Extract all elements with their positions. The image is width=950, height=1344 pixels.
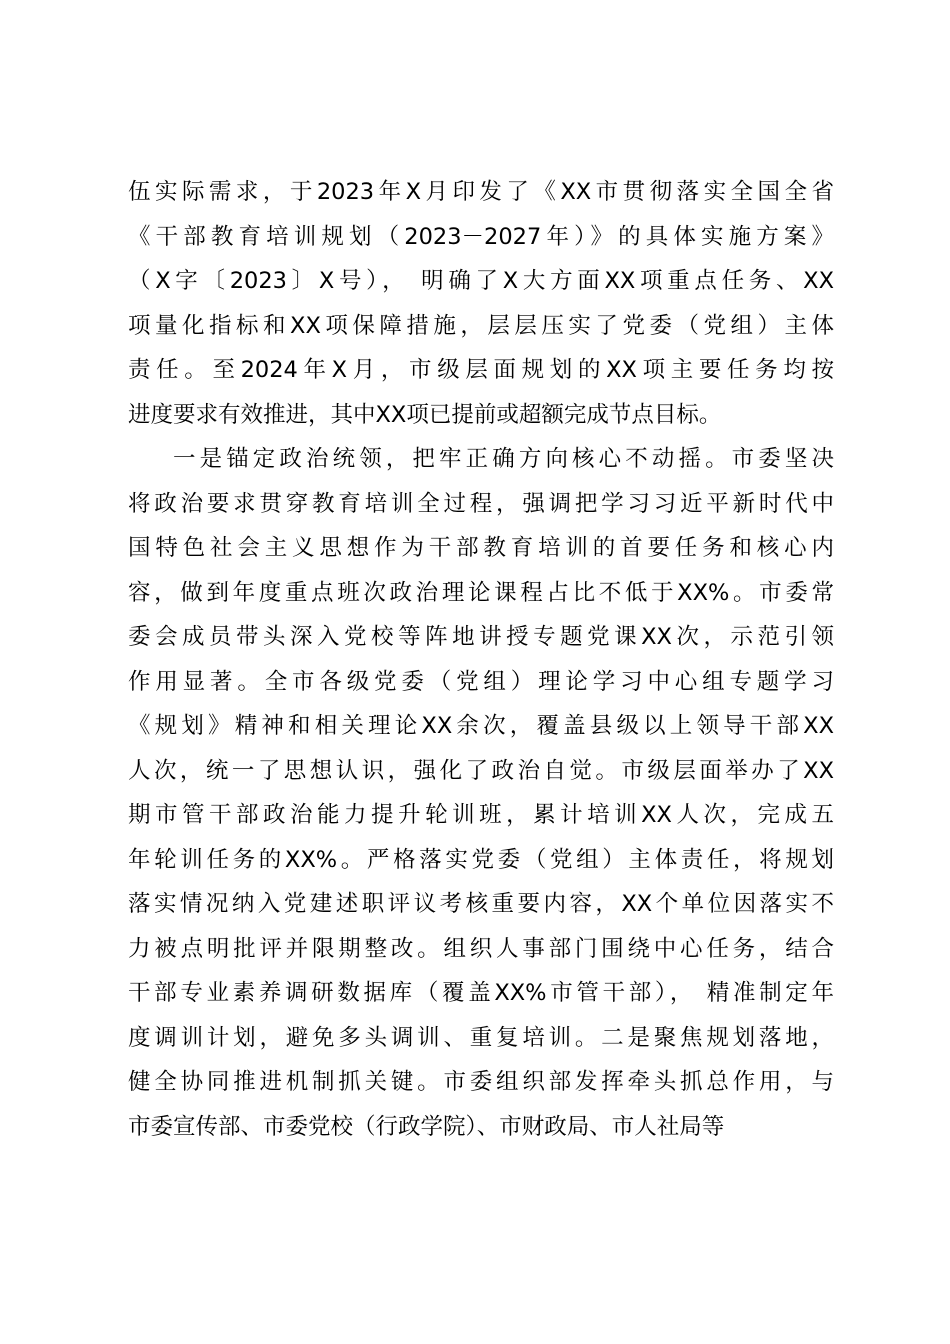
text-line: 年轮训任务的XX%。严格落实党委（党组）主体责任，将规划 [128,846,834,873]
text-line: 国特色社会主义思想作为干部教育培训的首要任务和核心内 [128,535,834,561]
text-line: 责任。至2024年X月，市级层面规划的XX项主要任务均按 [128,357,834,383]
text-line: 《干部教育培训规划（2023－2027年）》的具体实施方案》 [128,223,834,250]
text-line: 落实情况纳入党建述职评议考核重要内容，XX个单位因落实不 [128,891,834,917]
text-line: 进度要求有效推进，其中XX项已提前或超额完成节点目标。 [128,401,722,428]
text-line: 《规划》精神和相关理论XX余次，覆盖县级以上领导干部XX [128,713,834,739]
text-line: 将政治要求贯穿教育培训全过程，强调把学习习近平新时代中 [128,490,834,517]
text-line: 人次，统一了思想认识，强化了政治自觉。市级层面举办了XX [128,757,834,784]
text-line: 市委宣传部、市委党校（行政学院）、市财政局、市人社局等 [128,1113,725,1140]
text-line: 干部专业素养调研数据库（覆盖XX%市管干部）， 精准制定年 [128,980,834,1006]
text-line: 项量化指标和XX项保障措施，层层压实了党委（党组）主体 [128,312,834,339]
text-line: （X字〔2023〕X号）， 明确了X大方面XX项重点任务、XX [128,268,834,294]
text-line: 期市管干部政治能力提升轮训班，累计培训XX人次，完成五 [128,802,834,828]
text-line: 委会成员带头深入党校等阵地讲授专题党课XX次，示范引领 [128,624,834,650]
text-line: 度调训计划，避免多头调训、重复培训。二是聚焦规划落地， [128,1024,834,1051]
body-text [128,170,834,1149]
text-line: 健全协同推进机制抓关键。市委组织部发挥牵头抓总作用，与 [128,1069,834,1095]
text-line: 作用显著。全市各级党委（党组）理论学习中心组专题学习 [128,668,834,695]
text-line: 伍实际需求，于2023年X月印发了《XX市贯彻落实全国全省 [128,179,834,205]
text-line: 一是锚定政治统领，把牢正确方向核心不动摇。市委坚决 [173,446,834,472]
text-line: 力被点明批评并限期整改。组织人事部门围绕中心任务，结合 [128,935,834,962]
text-line: 容，做到年度重点班次政治理论课程占比不低于XX%。市委常 [128,579,834,606]
